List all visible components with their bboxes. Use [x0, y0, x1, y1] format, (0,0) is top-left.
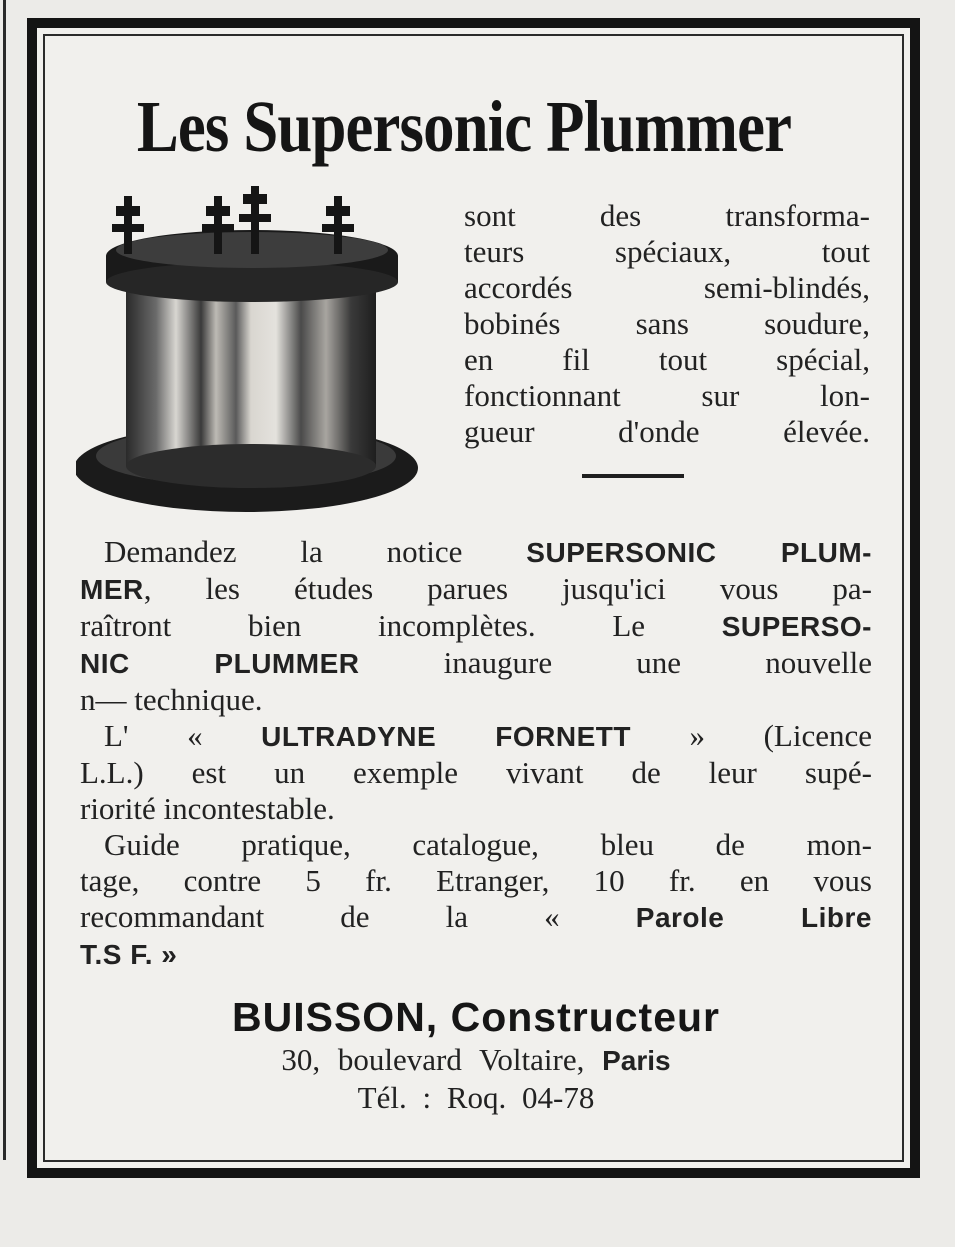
ad-body [80, 534, 872, 973]
body-line [80, 534, 872, 571]
body-text: recommandant de la « [80, 899, 636, 934]
body-text: inaugure une nouvelle [359, 645, 872, 680]
body-text: , les études parues jusqu'ici vous pa- [143, 571, 872, 606]
product-name-emphasis: SUPERSO- [721, 611, 872, 642]
transformer-illustration [76, 184, 426, 522]
description-line: bobinés sans soudure, [464, 306, 870, 341]
body-line [80, 899, 872, 936]
description-line: gueur d'onde élevée. [464, 414, 870, 449]
description-line: sont des transforma- [464, 198, 870, 233]
body-line: tage, contre 5 fr. Etranger, 10 fr. en vous [80, 863, 872, 898]
body-line: riorité incontestable. [80, 791, 335, 826]
body-text: raîtront bien incomplètes. Le [80, 608, 722, 643]
product-name-emphasis: SUPERSONIC PLUM- [526, 537, 872, 568]
body-line [80, 936, 872, 973]
body-text: L' « [104, 718, 262, 753]
body-line [80, 571, 872, 608]
body-line: n— technique. [80, 682, 263, 717]
product-name-emphasis: NIC PLUMMER [80, 648, 360, 679]
address-city: Paris [602, 1045, 671, 1076]
page-edge-rule [3, 0, 6, 1160]
description-line: fonctionnant sur lon- [464, 378, 870, 413]
manufacturer-phone: Tél. : Roq. 04-78 [357, 1080, 595, 1115]
product-name-emphasis: ULTRADYNE FORNETT [261, 721, 631, 752]
body-line: L.L.) est un exemple vivant de leur supé- [80, 755, 872, 790]
ad-headline: Les Supersonic Plummer [136, 86, 792, 167]
body-line: Guide pratique, catalogue, bleu de mon- [104, 827, 872, 862]
address-street: 30, boulevard Voltaire, [281, 1042, 603, 1077]
product-name-emphasis: MER [80, 574, 144, 605]
body-text: Demandez la notice [104, 534, 527, 569]
description-line: teurs spéciaux, tout [464, 234, 870, 269]
section-divider [582, 474, 684, 478]
description-line: en fil tout spécial, [464, 342, 870, 377]
product-description [464, 198, 870, 450]
publication-name-emphasis: T.S F. » [80, 939, 178, 970]
body-line [80, 645, 872, 682]
body-line [80, 608, 872, 645]
manufacturer-address [80, 1042, 872, 1079]
manufacturer-name: BUISSON, Constructeur [232, 994, 720, 1040]
body-text: » (Licence [630, 718, 872, 753]
description-line: accordés semi-blindés, [464, 270, 870, 305]
body-line [80, 718, 872, 755]
publication-name-emphasis: Parole Libre [635, 902, 872, 933]
